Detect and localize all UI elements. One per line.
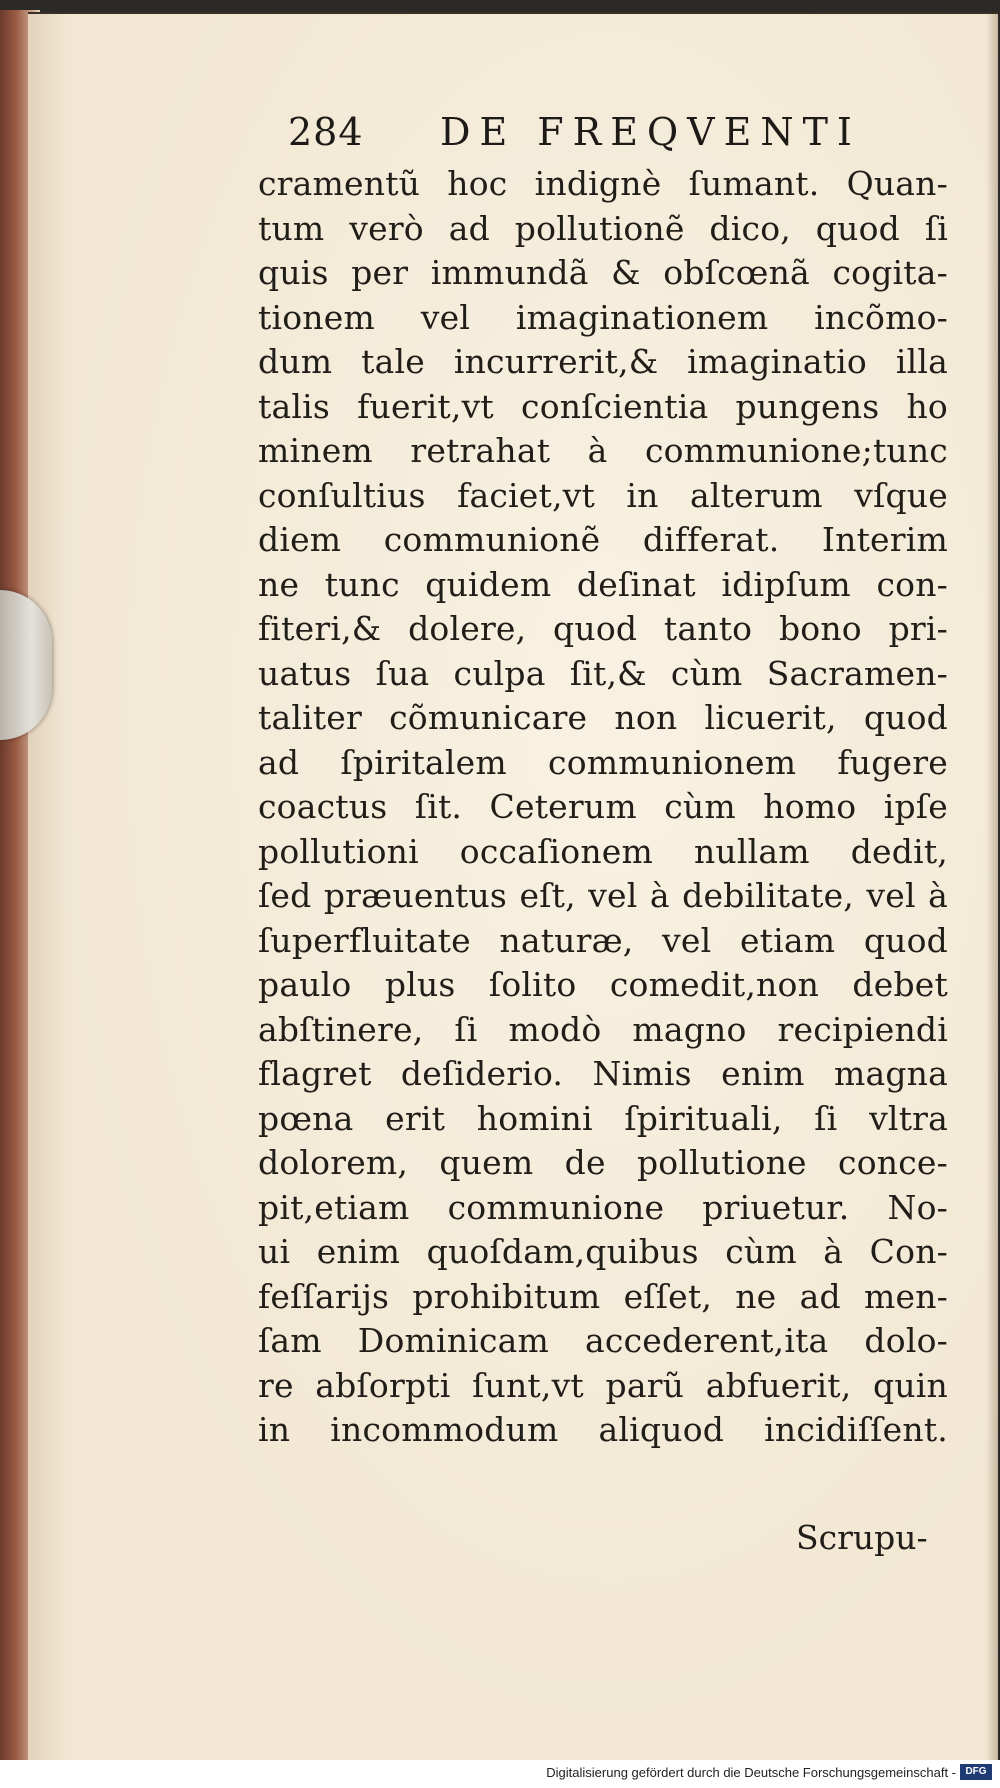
page-shadow <box>986 14 998 1762</box>
body-text <box>258 162 948 1453</box>
text-line: cramentũ hoc indignè ſumant. Quan- <box>258 164 948 203</box>
text-line: dolorem, quem de pollutione conce- <box>258 1143 948 1182</box>
text-line: pœna erit homini ſpirituali, ſi vltra <box>258 1098 948 1138</box>
text-line: feſſarijs prohibitum eſſet, ne ad men- <box>258 1276 948 1316</box>
funding-credit: Digitalisierung gefördert durch die Deutsche Forschungsgemeinschaft - <box>546 1765 956 1780</box>
text-line: abſtinere, ſi modò magno recipiendi <box>258 1009 948 1049</box>
text-line: uatus ſua culpa ſit,& cùm Sacramen- <box>258 653 948 693</box>
text-line: paulo plus ſolito comedit,non debet <box>258 965 948 1004</box>
text-line: talis fuerit,vt conſcientia pungens ho <box>258 386 948 426</box>
text-line: minem retrahat à communione;tunc <box>258 431 948 470</box>
text-line: ad ſpiritalem communionem fugere <box>258 742 948 782</box>
text-line: coactus ſit. Ceterum cùm homo ipſe <box>258 787 948 826</box>
text-line: quis per immundã & obſcœnã cogita- <box>258 253 948 292</box>
dfg-logo: DFG <box>960 1764 992 1780</box>
text-line: ne tunc quidem deſinat idipſum con- <box>258 564 948 604</box>
text-line: re abſorpti ſunt,vt parũ abfuerit, quin <box>258 1365 948 1405</box>
text-line: tionem vel imaginationem incõmo- <box>258 297 948 337</box>
text-line: in incommodum aliquod incidiſſent. <box>258 1410 948 1449</box>
text-line: tum verò ad pollutionẽ dico, quod ſi <box>258 208 948 248</box>
text-line: pollutioni occaſionem nullam dedit, <box>258 831 948 871</box>
page-number: 284 <box>288 110 364 154</box>
catchword: Scrupu- <box>796 1518 928 1557</box>
text-line: ſed præuentus eſt, vel à debilitate, vel à <box>258 876 948 915</box>
running-title: DE FREQVENTI <box>440 110 861 154</box>
text-line: flagret deſiderio. Nimis enim magna <box>258 1054 948 1093</box>
text-line: pit,etiam communione priuetur. No- <box>258 1187 948 1227</box>
page-header <box>288 110 888 166</box>
text-line: diem communionẽ differat. Interim <box>258 520 948 559</box>
text-line: ſuperfluitate naturæ, vel etiam quod <box>258 920 948 960</box>
text-line: ui enim quoſdam,quibus cùm à Con- <box>258 1232 948 1271</box>
footer-bar <box>0 1760 1000 1788</box>
text-line: conſultius faciet,vt in alterum vſque <box>258 475 948 515</box>
text-line: ſam Dominicam accederent,ita dolo- <box>258 1321 948 1360</box>
text-line: fiteri,& dolere, quod tanto bono pri- <box>258 609 948 648</box>
text-line: dum tale incurrerit,& imaginatio illa <box>258 342 948 381</box>
text-line: taliter cõmunicare non licuerit, quod <box>258 698 948 737</box>
